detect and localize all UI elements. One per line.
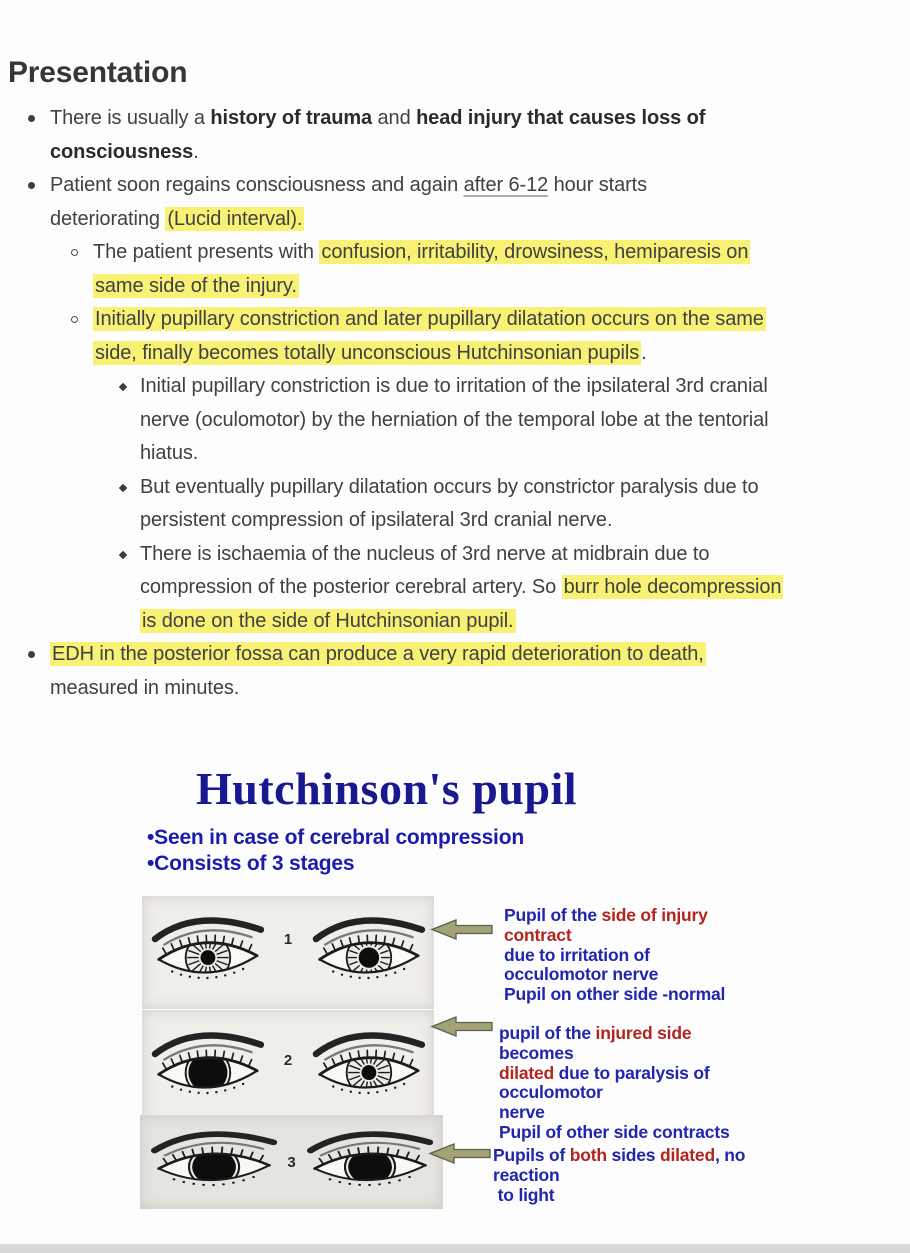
caption-line [499,1024,839,1044]
caption-line [499,1123,839,1143]
text-span: history of trauma [210,107,372,129]
caption-line [493,1186,833,1206]
page-bottom-bar [0,1244,910,1253]
eye-strip [142,896,434,1009]
stage-number: 2 [284,1052,292,1069]
text-span: due to irritation of [504,945,650,965]
left-arrow-icon [430,918,494,941]
text-span: becomes [499,1043,573,1063]
bullet-item [50,102,910,169]
text-span: Pupil on other side -normal [504,984,725,1004]
text-span: But eventually pupillary dilatation occurs by constrictor paralysis due to persistent compression of ipsilateral 3rd cranial nerve. [140,476,758,532]
text-span: nerve [499,1102,545,1122]
bullet-diamond-marker [119,483,127,491]
stage-caption [504,906,844,1005]
highlight-span: (Lucid interval). [165,207,304,231]
highlight-span: Initially pupillary constriction and later pupillary dilatation occurs on the same side, finally becomes totally unconscious Hutchinsonian pupils [93,307,766,365]
text-span: side of injury [602,905,708,925]
page-title: Presentation [8,54,910,92]
caption-line [504,965,844,985]
figure-title: Hutchinson's pupil [196,762,577,816]
caption-line [499,1064,839,1084]
text-span: to light [493,1185,554,1205]
bullet-circle-marker [71,249,78,256]
text-span: due to paralysis of [554,1063,709,1083]
text-span: sides [607,1145,660,1165]
text-span: , no [715,1145,745,1165]
bullet-diamond-marker [119,550,127,558]
text-span: dilated [660,1145,715,1165]
bullet-disc-marker [28,115,35,122]
underlined-span: after 6-12 [464,174,549,196]
bullet-diamond-marker [119,383,127,391]
caption-line [493,1146,833,1166]
eye-illustration-right [296,1116,442,1208]
figure-subtitle: •Seen in case of cerebral compression [147,826,524,850]
caption-line [499,1083,839,1103]
text-span: dilated [499,1063,554,1083]
left-arrow-icon [428,1142,492,1165]
bullet-item [140,471,910,538]
stage-caption [499,1024,839,1143]
caption-line [504,946,844,966]
text-span: Pupil of other side contracts [499,1122,729,1142]
caption-line [504,926,844,946]
stage-number: 3 [287,1154,295,1171]
text-span: occulomotor [499,1082,603,1102]
text-span: Pupils of [493,1145,570,1165]
stage-caption [493,1146,833,1205]
text-span: The patient presents with [93,241,319,263]
text-span: both [570,1145,607,1165]
text-span: head injury that causes loss of consciousness [50,107,705,163]
bullet-item [140,370,910,471]
eye-illustration-left [140,1116,286,1208]
text-span: There is usually a [50,107,210,129]
text-span: There is ischaemia of the nucleus of 3rd nerve at midbrain due to compression of the posterior cerebral artery. So [140,543,709,599]
bullet-item [93,236,910,303]
text-span: Pupil of the [504,905,602,925]
eye-illustration-right [303,1011,433,1123]
bullet-disc-marker [28,182,35,189]
bullet-item [50,638,910,705]
text-span: occulomotor nerve [504,964,658,984]
caption-line [504,906,844,926]
bullet-circle-marker [71,316,78,323]
eye-illustration-right [303,897,433,1007]
text-span: Initial pupillary constriction is due to irritation of the ipsilateral 3rd cranial nerve (oculomotor) by the herniation of the temporal lobe at the tentorial hiatus. [140,375,769,464]
eye-strip [142,1010,434,1126]
eye-illustration-left [142,897,272,1007]
text-span: reaction [493,1165,559,1185]
text-span: hour starts deteriorating [50,174,647,230]
caption-line [499,1103,839,1123]
text-span: contract [504,925,571,945]
highlight-span: confusion, irritability, drowsiness, hemiparesis on same side of the injury. [93,240,750,298]
eye-strip [140,1115,443,1209]
left-arrow-icon [430,1015,494,1038]
text-span: Patient soon regains consciousness and again [50,174,464,196]
highlight-span: EDH in the posterior fossa can produce a very rapid deterioration to death, [50,642,706,666]
bullet-item [140,538,910,639]
highlight-span: burr hole decompression is done on the side of Hutchinsonian pupil. [140,575,783,633]
bullet-item [50,169,910,236]
caption-line [493,1166,833,1186]
bullet-item [93,303,910,370]
text-span: pupil of the [499,1023,596,1043]
bullet-disc-marker [28,651,35,658]
caption-line [499,1044,839,1064]
caption-line [504,985,844,1005]
eye-illustration-left [142,1011,272,1123]
text-span: . [193,141,198,163]
text-span: and [372,107,416,129]
text-span: injured side [596,1023,692,1043]
text-span: measured in minutes. [50,677,239,699]
stage-number: 1 [284,931,292,948]
hutchinson-figure [0,760,910,1253]
text-span: . [641,342,646,364]
bullet-list [0,102,910,705]
figure-subtitle: •Consists of 3 stages [147,852,354,876]
